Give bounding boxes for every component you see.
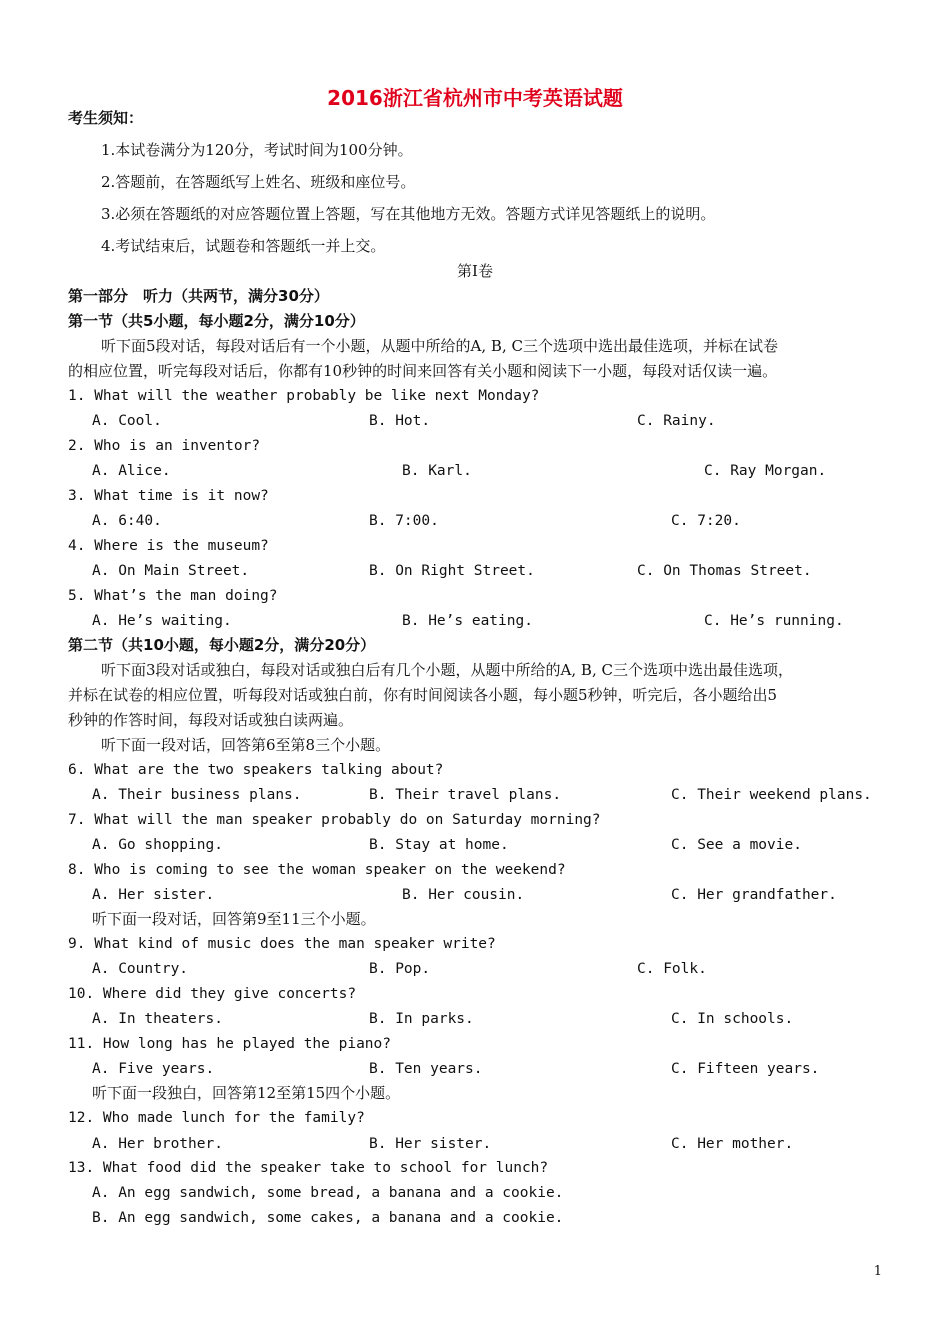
option-b: B. Pop. <box>369 961 431 977</box>
option-c: C. Rainy. <box>637 413 716 429</box>
option-c: C. Her grandfather. <box>671 887 837 903</box>
option-a: A. 6:40. <box>92 513 162 529</box>
question-4: 4. Where is the museum? <box>68 538 269 554</box>
option-c: C. Their weekend plans. <box>671 787 872 803</box>
option-c: C. Her mother. <box>671 1136 794 1152</box>
section1-instruction: 的相应位置，听完每段对话后，你都有10秒钟的时间来回答有关小题和阅读下一小题，每段对话仅读一遍。 <box>68 362 778 380</box>
option-b: B. 7:00. <box>369 513 439 529</box>
option-a: A. Go shopping. <box>92 837 223 853</box>
notice-item: 1.本试卷满分为120分，考试时间为100分钟。 <box>101 141 413 159</box>
question-5: 5. What’s the man doing? <box>68 588 278 604</box>
option-a: A. Country. <box>92 961 189 977</box>
notice-item: 4.考试结束后，试题卷和答题纸一并上交。 <box>101 237 386 255</box>
option-b: B. Hot. <box>369 413 431 429</box>
section2-heading: 第二节（共10小题，每小题2分，满分20分） <box>68 636 376 654</box>
question-1: 1. What will the weather probably be like next Monday? <box>68 388 540 404</box>
exam-title: 2016浙江省杭州市中考英语试题 <box>327 86 623 110</box>
question-8: 8. Who is coming to see the woman speaker on the weekend? <box>68 862 566 878</box>
dialogue-intro: 听下面一段对话，回答第6至第8三个小题。 <box>101 736 391 754</box>
question-6: 6. What are the two speakers talking about? <box>68 762 444 778</box>
option-a: A. Five years. <box>92 1061 215 1077</box>
option-c: C. Ray Morgan. <box>704 463 827 479</box>
section2-instruction: 并标在试卷的相应位置，听每段对话或独白前，你有时间阅读各小题，每小题5秒钟，听完后，各小题给出5 <box>68 686 778 704</box>
monologue-intro: 听下面一段独白，回答第12至第15四个小题。 <box>92 1084 401 1102</box>
question-12: 12. Who made lunch for the family? <box>68 1110 365 1126</box>
part1-heading: 第一部分 听力（共两节，满分30分） <box>68 287 329 305</box>
notice-item: 3.必须在答题纸的对应答题位置上答题，写在其他地方无效。答题方式详见答题纸上的说明。 <box>101 205 716 223</box>
question-2: 2. Who is an inventor? <box>68 438 261 454</box>
option-c: C. He’s running. <box>704 613 844 629</box>
option-a: A. In theaters. <box>92 1011 223 1027</box>
option-a: A. Her sister. <box>92 887 215 903</box>
question-11: 11. How long has he played the piano? <box>68 1036 392 1052</box>
question-13: 13. What food did the speaker take to school for lunch? <box>68 1160 549 1176</box>
option-b: B. He’s eating. <box>402 613 533 629</box>
option-c: C. See a movie. <box>671 837 802 853</box>
option-b: B. An egg sandwich, some cakes, a banana and a cookie. <box>92 1210 564 1226</box>
notice-heading: 考生须知： <box>68 109 144 127</box>
option-c: C. In schools. <box>671 1011 794 1027</box>
option-c: C. Folk. <box>637 961 707 977</box>
option-b: B. In parks. <box>369 1011 474 1027</box>
option-a: A. An egg sandwich, some bread, a banana and a cookie. <box>92 1185 564 1201</box>
option-b: B. Karl. <box>402 463 472 479</box>
option-a: A. He’s waiting. <box>92 613 232 629</box>
question-10: 10. Where did they give concerts? <box>68 986 357 1002</box>
question-3: 3. What time is it now? <box>68 488 269 504</box>
option-c: C. On Thomas Street. <box>637 563 812 579</box>
option-b: B. Her sister. <box>369 1136 492 1152</box>
option-b: B. Stay at home. <box>369 837 509 853</box>
option-c: C. 7:20. <box>671 513 741 529</box>
section1-heading: 第一节（共5小题，每小题2分，满分10分） <box>68 312 365 330</box>
option-b: B. Ten years. <box>369 1061 483 1077</box>
section1-instruction: 听下面5段对话，每段对话后有一个小题，从题中所给的A, B, C三个选项中选出最佳选项，并标在试卷 <box>101 337 778 355</box>
section2-instruction: 听下面3段对话或独白，每段对话或独白后有几个小题，从题中所给的A, B, C三个选项中选出最佳选项， <box>101 661 793 679</box>
option-a: A. On Main Street. <box>92 563 250 579</box>
notice-item: 2.答题前，在答题纸写上姓名、班级和座位号。 <box>101 173 416 191</box>
page-number: 1 <box>873 1264 882 1279</box>
option-b: B. On Right Street. <box>369 563 535 579</box>
option-c: C. Fifteen years. <box>671 1061 820 1077</box>
option-a: A. Their business plans. <box>92 787 302 803</box>
option-b: B. Their travel plans. <box>369 787 562 803</box>
option-a: A. Alice. <box>92 463 171 479</box>
question-9: 9. What kind of music does the man speaker write? <box>68 936 496 952</box>
option-b: B. Her cousin. <box>402 887 525 903</box>
volume-label: 第I卷 <box>457 262 493 280</box>
dialogue-intro: 听下面一段对话，回答第9至11三个小题。 <box>92 910 376 928</box>
question-7: 7. What will the man speaker probably do on Saturday morning? <box>68 812 601 828</box>
option-a: A. Cool. <box>92 413 162 429</box>
section2-instruction: 秒钟的作答时间，每段对话或独白读两遍。 <box>68 711 354 729</box>
option-a: A. Her brother. <box>92 1136 223 1152</box>
